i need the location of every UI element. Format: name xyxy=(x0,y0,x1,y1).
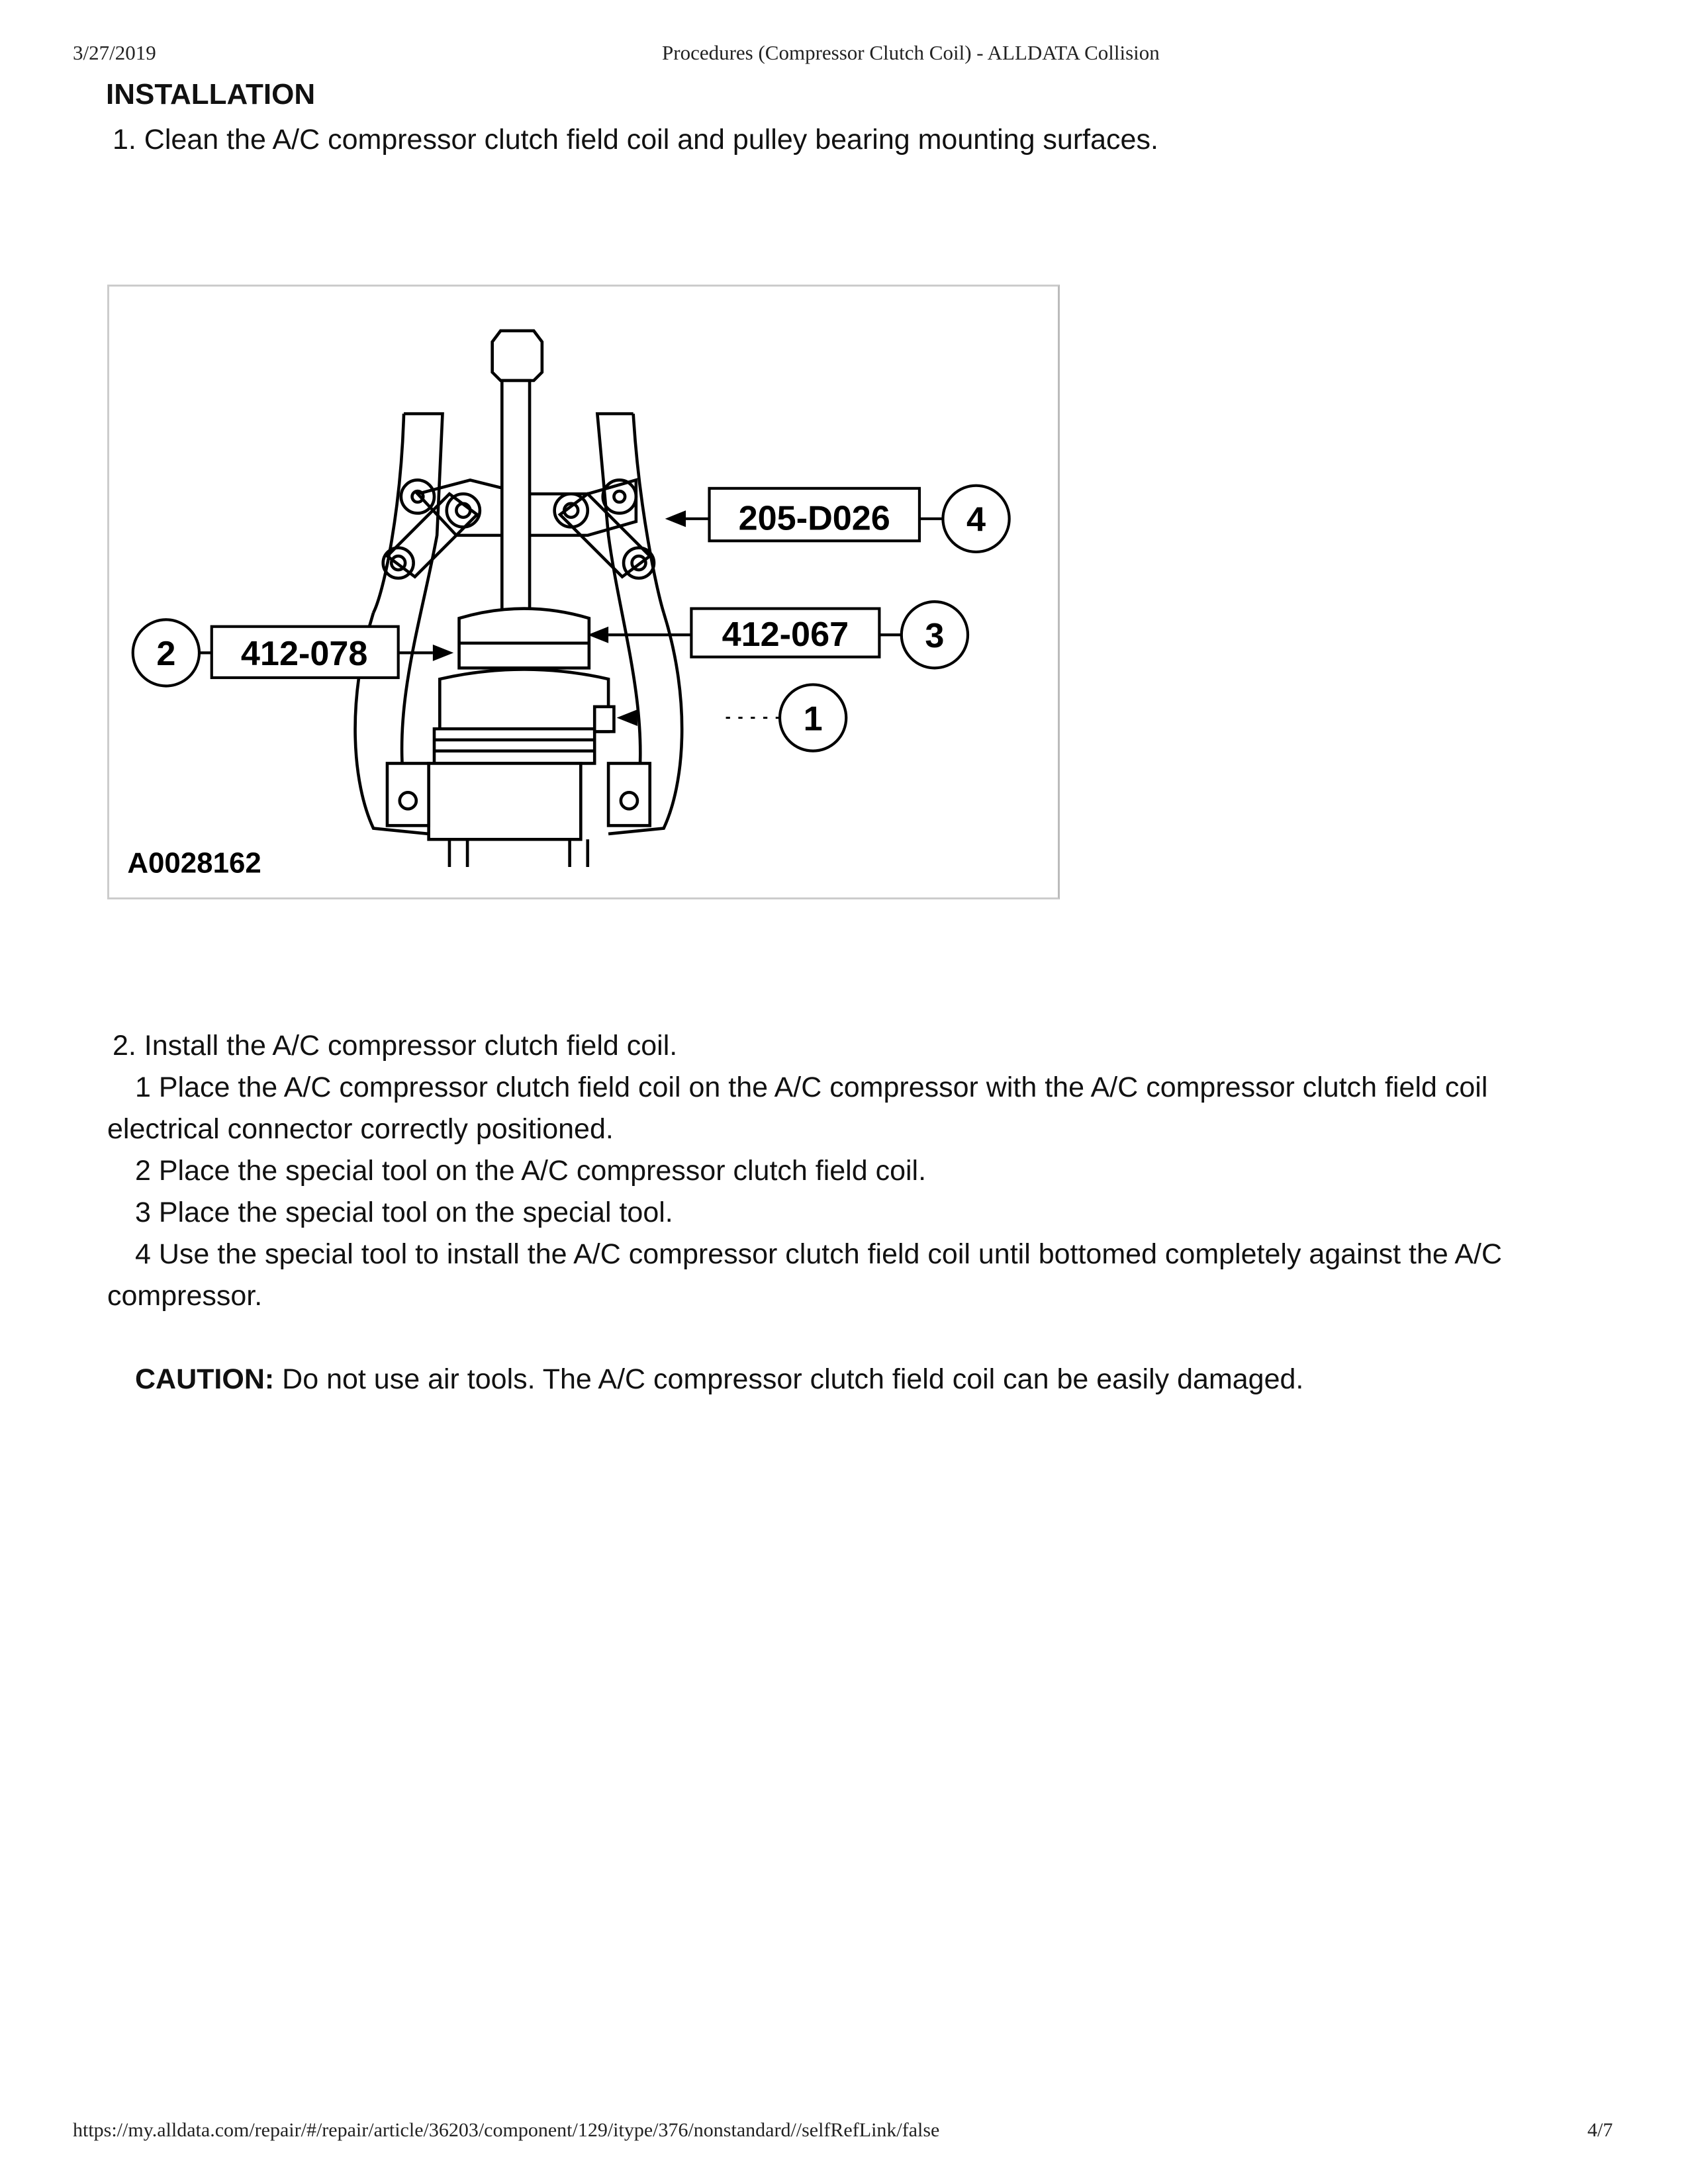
svg-text:412-067: 412-067 xyxy=(722,615,849,654)
caution-text: Do not use air tools. The A/C compressor clutch field coil can be easily damaged. xyxy=(274,1363,1304,1395)
svg-text:2: 2 xyxy=(156,635,176,674)
figure-id: A0028162 xyxy=(127,846,261,880)
print-date: 3/27/2019 xyxy=(73,41,156,64)
callout-2 xyxy=(133,619,453,686)
substep-2: 2 Place the special tool on the A/C compressor clutch field coil. xyxy=(135,1155,927,1187)
installation-figure xyxy=(107,285,1060,899)
substep-1-line1: 1 Place the A/C compressor clutch field coil on the A/C compressor with the A/C compressor clutch field coil xyxy=(135,1071,1488,1103)
svg-text:205-D026: 205-D026 xyxy=(738,499,890,538)
section-heading: INSTALLATION xyxy=(106,78,316,111)
step-1: 1. Clean the A/C compressor clutch field coil and pulley bearing mounting surfaces. xyxy=(113,124,1158,156)
caution-label: CAUTION: xyxy=(135,1363,275,1395)
page-number: 4/7 xyxy=(1587,2119,1613,2141)
substep-1-line2: electrical connector correctly positioned. xyxy=(107,1113,614,1145)
substep-4-line1: 4 Use the special tool to install the A/C compressor clutch field coil until bottomed completely against the A/C xyxy=(135,1238,1503,1270)
callout-3 xyxy=(588,602,968,668)
substep-4-line2: compressor. xyxy=(107,1280,263,1312)
svg-text:412-078: 412-078 xyxy=(240,635,368,674)
svg-text:3: 3 xyxy=(925,617,945,656)
callout-4 xyxy=(665,486,1009,552)
callout-1 xyxy=(617,684,847,751)
svg-text:4: 4 xyxy=(966,500,986,539)
footer-url: https://my.alldata.com/repair/#/repair/article/36203/component/129/itype/376/nonstandard//selfRefLink/false xyxy=(73,2119,940,2141)
substep-3: 3 Place the special tool on the special tool. xyxy=(135,1197,673,1228)
step-2-title: 2. Install the A/C compressor clutch field coil. xyxy=(113,1030,678,1062)
tool-diagram xyxy=(109,287,1058,897)
caution-note xyxy=(135,1359,1303,1400)
installer-tools xyxy=(387,609,650,868)
svg-text:1: 1 xyxy=(803,700,823,739)
print-title: Procedures (Compressor Clutch Coil) - ALLDATA Collision xyxy=(662,41,1160,64)
